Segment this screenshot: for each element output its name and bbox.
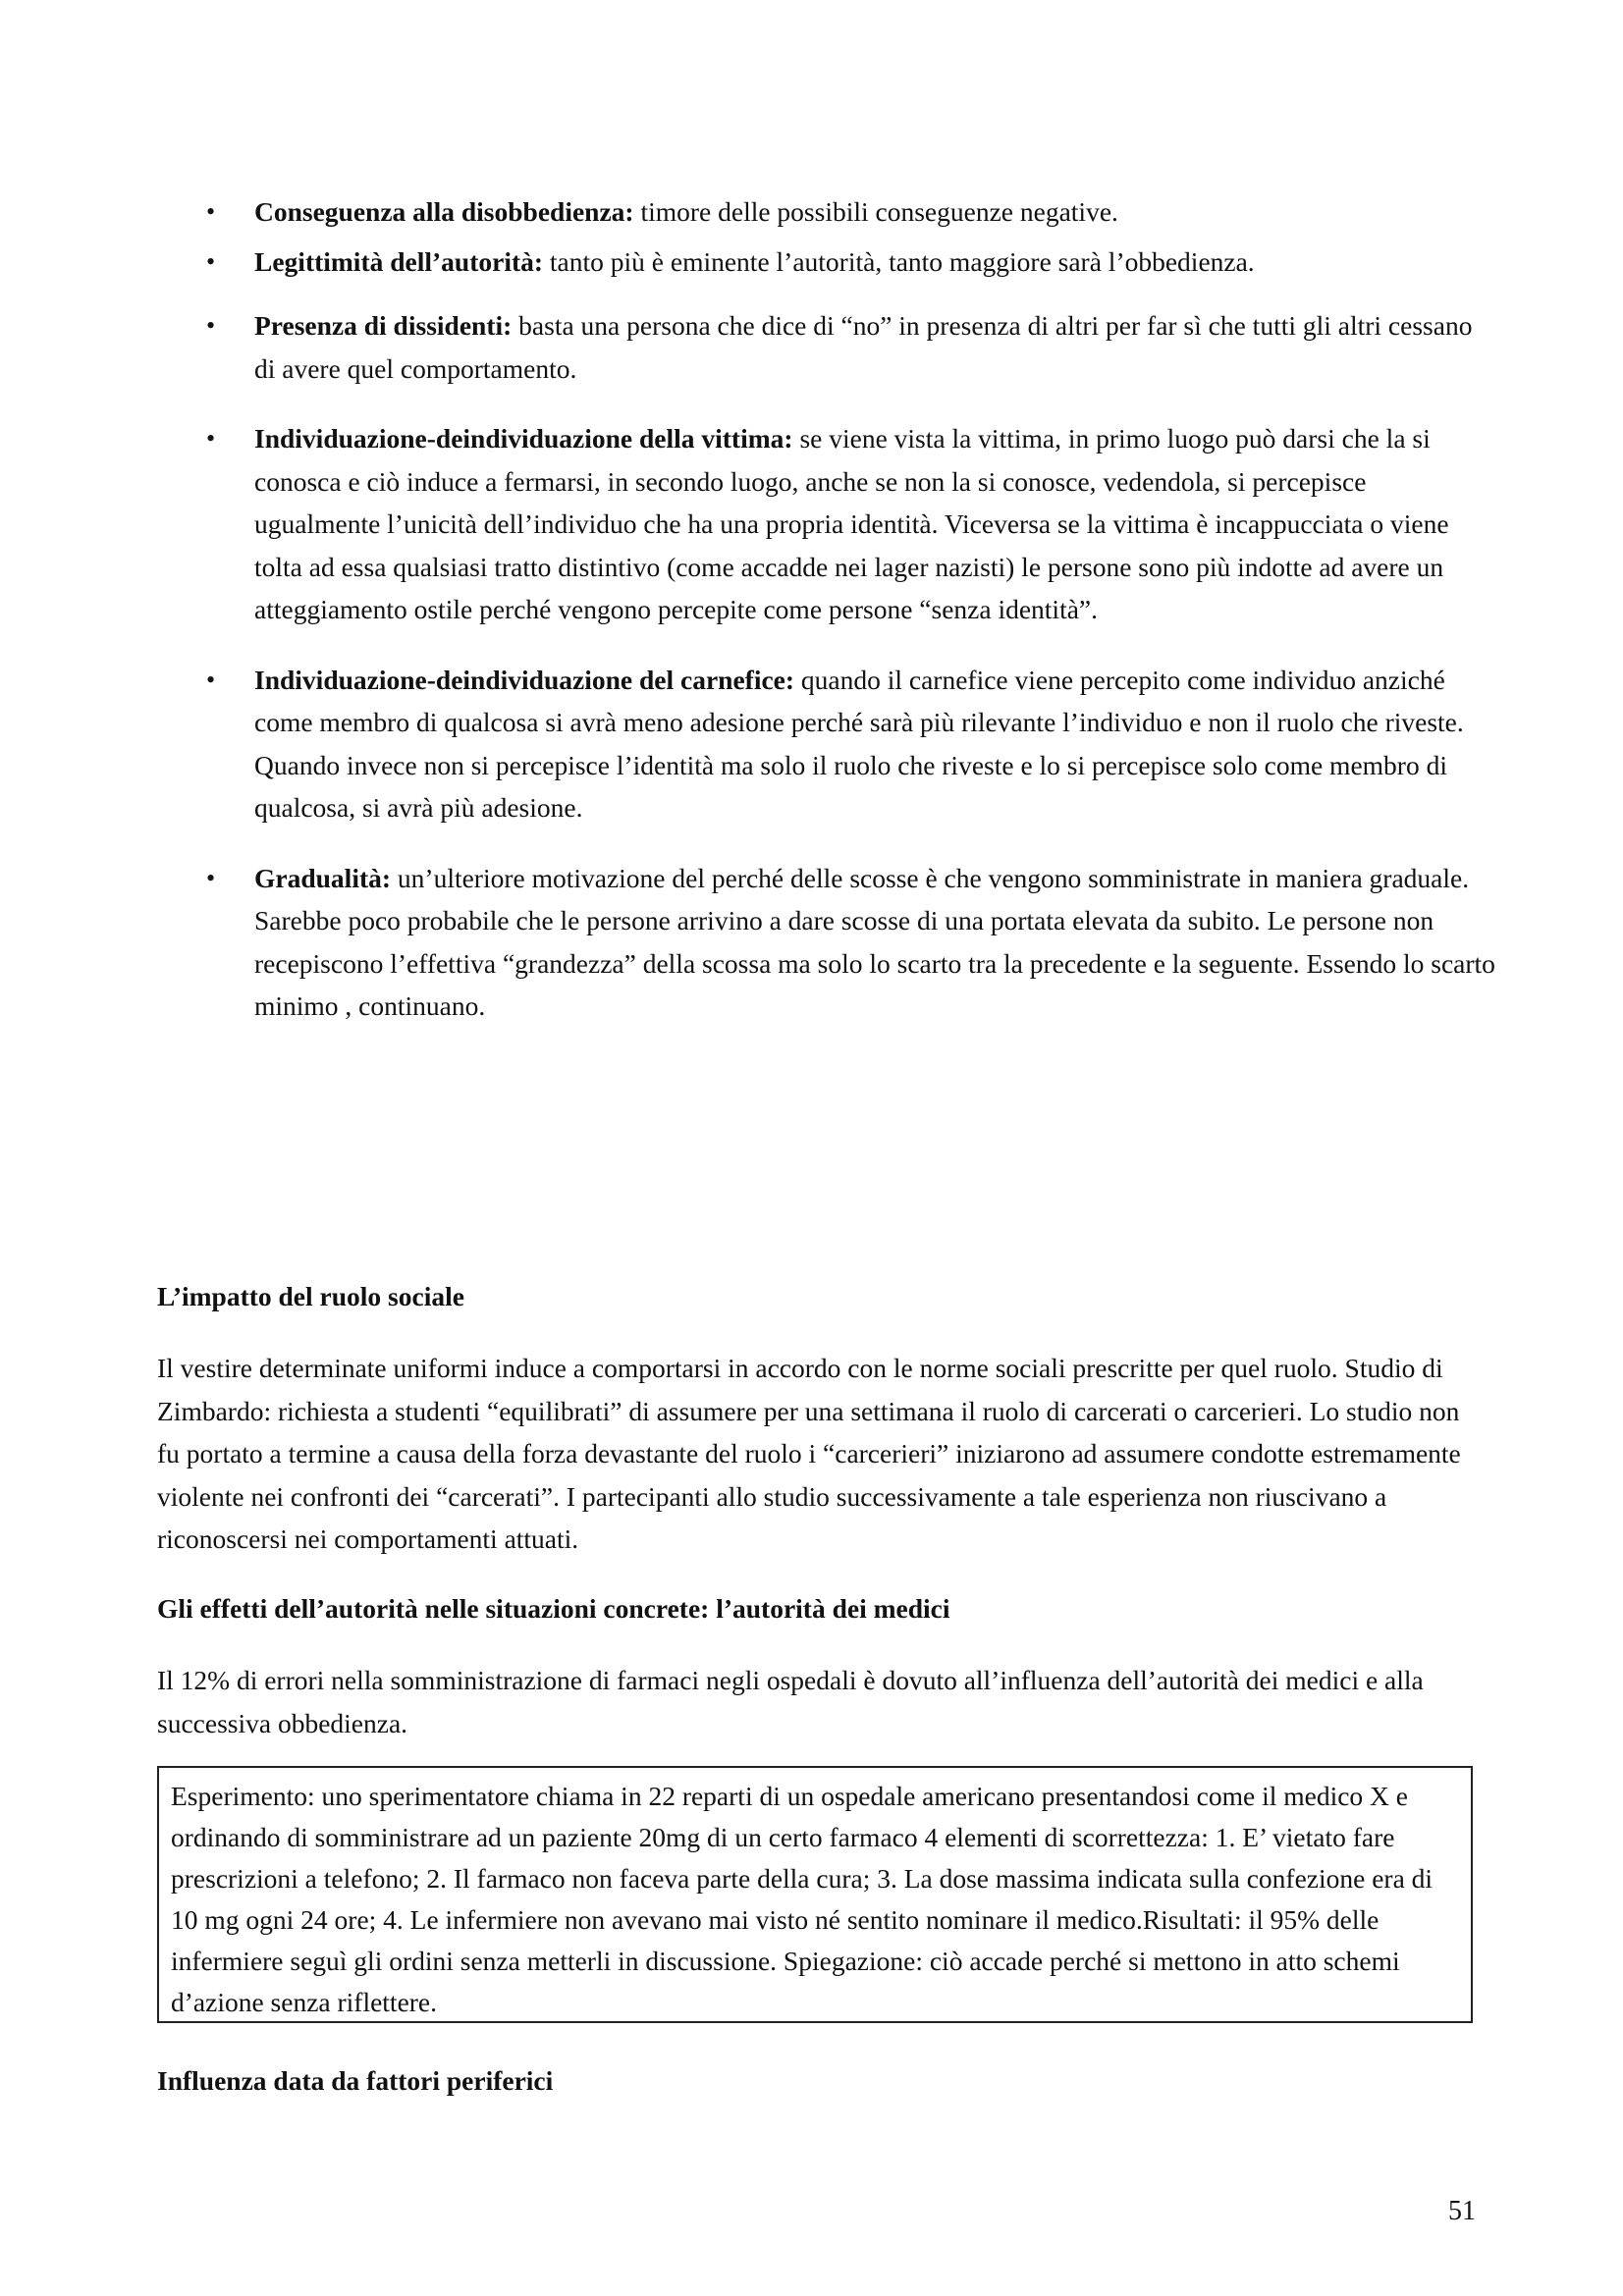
bullet-text: basta una persona che dice di “no” in presenza di altri per far sì che tutti gli altri cessano di avere quel comportamento. (254, 310, 1473, 384)
section-heading-autorita-medici: Gli effetti dell’autorità nelle situazioni concrete: l’autorità dei medici (157, 1593, 950, 1624)
bullet-item (200, 659, 1496, 829)
bullet-icon: • (206, 665, 216, 694)
section-body-autorita-medici: Il 12% di errori nella somministrazione di farmaci negli ospedali è dovuto all’influenza dell’autorità dei medici e alla successiva obbedienza. (157, 1665, 1424, 1738)
bullet-term: Gradualità: (254, 862, 392, 893)
bullet-text: timore delle possibili conseguenze negative. (633, 196, 1118, 227)
bullet-icon: • (206, 197, 216, 226)
bullet-term: Conseguenza alla disobbedienza: (254, 196, 634, 227)
section-heading-fattori-periferici: Influenza data da fattori periferici (157, 2065, 554, 2096)
bullet-list (200, 190, 1496, 1055)
bullet-text: se viene vista la vittima, in primo luogo può darsi che la si conosca e ciò induce a fermarsi, in secondo luogo, anche se non la si conosce, vedendola, si percepisce ugualmente l’unicità dell’individuo che ha una propria identità. Viceversa se la vittima è incappucciata o viene tolta ad essa qualsiasi tratto distintivo (come accadde nei lager nazisti) le persone sono più indotte ad avere un atteggiamento ostile perché vengono percepite come persone “senza identità”. (254, 423, 1449, 624)
page-number: 51 (1448, 2196, 1476, 2226)
bullet-item (200, 240, 1496, 284)
bullet-term: Presenza di dissidenti: (254, 310, 513, 341)
bullet-text: quando il carnefice viene percepito come individuo anziché come membro di qualcosa si avrà meno adesione perché sarà più rilevante l’individuo e non il ruolo che riveste. Quando invece non si percepisce l’identità ma solo il ruolo che riveste e lo si percepisce solo come membro di qualcosa, si avrà più adesione. (254, 664, 1464, 823)
bullet-text: tanto più è eminente l’autorità, tanto maggiore sarà l’obbedienza. (543, 245, 1255, 277)
bullet-item (200, 190, 1496, 234)
bullet-text: un’ulteriore motivazione del perché delle scosse è che vengono somministrate in maniera graduale. Sarebbe poco probabile che le persone arrivino a dare scosse di una portata elevata da subito. Le persone non recepiscono l’effettiva “grandezza” della scossa ma solo lo scarto tra la precedente e la seguente. Essendo lo scarto minimo , continuano. (254, 862, 1495, 1021)
bullet-item (200, 304, 1496, 390)
bullet-icon: • (206, 246, 216, 276)
bullet-icon: • (206, 311, 216, 340)
bullet-term: Individuazione-deindividuazione della vittima: (254, 423, 793, 454)
bullet-icon: • (206, 863, 216, 892)
bullet-item (200, 417, 1496, 631)
experiment-box: Esperimento: uno sperimentatore chiama in 22 reparti di un ospedale americano presentandosi come il medico X e ordinando di somministrare ad un paziente 20mg di un certo farmaco 4 elementi di scorrettezza: 1. E’ vietato fare prescrizioni a telefono; 2. Il farmaco non faceva parte della cura; 3. La dose massima indicata sulla confezione era di 10 mg ogni 24 ore; 4. Le infermiere non avevano mai visto né sentito nominare il medico.Risultati: il 95% delle infermiere seguì gli ordini senza metterli in discussione. Spiegazione: ciò accade perché si mettono in atto schemi d’azione senza riflettere. (157, 1766, 1473, 2023)
bullet-icon: • (206, 424, 216, 453)
bullet-term: Legittimità dell’autorità: (254, 245, 544, 277)
bullet-term: Individuazione-deindividuazione del carnefice: (254, 664, 795, 695)
bullet-item (200, 857, 1496, 1028)
section-heading-ruolo-sociale: L’impatto del ruolo sociale (157, 1281, 464, 1311)
section-body-ruolo-sociale: Il vestire determinate uniformi induce a comportarsi in accordo con le norme sociali prescritte per quel ruolo. Studio di Zimbardo: richiesta a studenti “equilibrati” di assumere per una settimana il ruolo di carcerati o carcerieri. Lo studio non fu portato a termine a causa della forza devastante del ruolo i “carcerieri” iniziarono ad assumere condotte estremamente violente nei confronti dei “carcerati”. I partecipanti allo studio successivamente a tale esperienza non riuscivano a riconoscersi nei comportamenti attuati. (157, 1353, 1461, 1554)
